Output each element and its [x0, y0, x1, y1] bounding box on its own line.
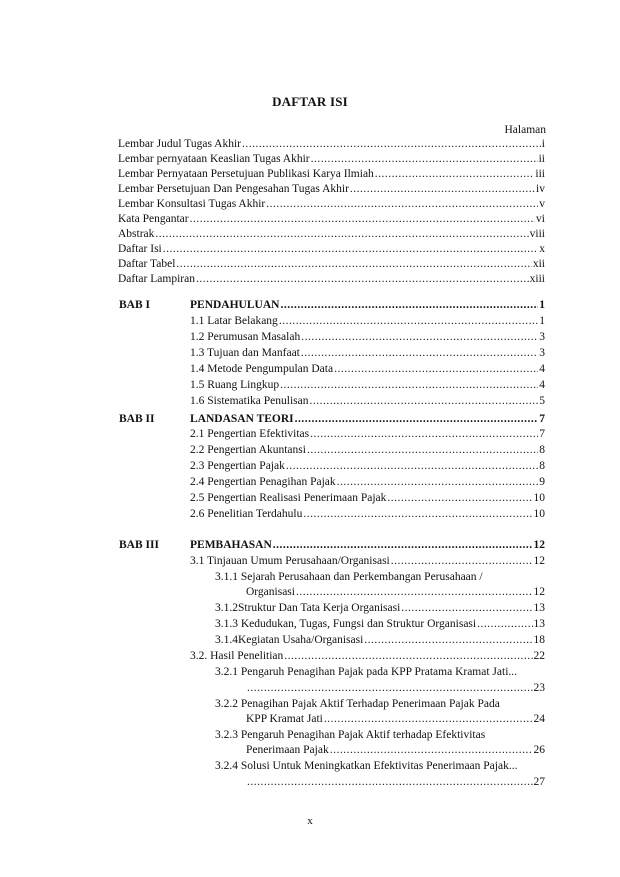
toc-page: viii: [529, 228, 545, 240]
toc-page: 8: [539, 460, 545, 472]
toc-label: 3.1.3 Kedudukan, Tugas, Fungsi dan Struktur Organisasi: [215, 618, 477, 630]
toc-entry[interactable]: [246, 712, 545, 727]
toc-page: 13: [533, 602, 545, 614]
toc-label: Daftar Isi: [118, 243, 162, 255]
toc-entry[interactable]: [190, 475, 545, 490]
toc-label[interactable]: 3.2.2 Penagihan Pajak Aktif Terhadap Penerimaan Pajak Pada: [215, 698, 500, 710]
toc-page: iii: [535, 168, 545, 180]
halaman-label: Halaman: [504, 124, 546, 136]
toc-page: 12: [533, 555, 545, 567]
toc-page: 1: [539, 299, 545, 311]
toc-label: 3.1 Tinjauan Umum Perusahaan/Organisasi: [190, 555, 390, 567]
chapter-entry[interactable]: [190, 538, 545, 553]
toc-entry[interactable]: [190, 346, 545, 361]
toc-entry[interactable]: [118, 242, 545, 257]
toc-entry[interactable]: [215, 633, 545, 648]
toc-page: 10: [533, 492, 545, 504]
toc-entry[interactable]: [246, 681, 545, 696]
toc-page: 23: [533, 682, 545, 694]
toc-page: 1: [539, 315, 545, 327]
toc-entry[interactable]: [118, 227, 545, 242]
page-title: DAFTAR ISI: [272, 94, 348, 109]
toc-entry[interactable]: [190, 427, 545, 442]
toc-page: 7: [539, 428, 545, 440]
toc-entry[interactable]: [246, 775, 545, 790]
toc-label[interactable]: 3.2.1 Pengaruh Penagihan Pajak pada KPP Pratama Kramat Jati...: [215, 666, 518, 678]
toc-entry[interactable]: [215, 617, 545, 632]
toc-page: 12: [533, 539, 545, 551]
toc-page: 4: [539, 363, 545, 375]
toc-label: Lembar Konsultasi Tugas Akhir: [118, 198, 266, 210]
toc-page: v: [539, 198, 545, 210]
toc-label: 2.3 Pengertian Pajak: [190, 460, 285, 472]
toc-label: 1.2 Perumusan Masalah: [190, 331, 301, 343]
toc-entry[interactable]: [190, 554, 545, 569]
toc-label: Daftar Lampiran: [118, 273, 195, 285]
toc-label: 2.2 Pengertian Akuntansi: [190, 444, 306, 456]
toc-label: 2.5 Pengertian Realisasi Penerimaan Pajak: [190, 492, 387, 504]
toc-label: Daftar Tabel: [118, 258, 176, 270]
toc-label: 3.2. Hasil Penelitian: [190, 650, 284, 662]
toc-page: xiii: [529, 273, 545, 285]
toc-page: 12: [533, 586, 545, 598]
toc-page: 26: [533, 744, 545, 756]
toc-page: 27: [533, 776, 545, 788]
toc-label: 1.5 Ruang Lingkup: [190, 379, 280, 391]
toc-page: 7: [539, 413, 545, 425]
toc-page: xii: [532, 258, 545, 270]
chapter-entry[interactable]: [190, 298, 545, 313]
chapter-title: LANDASAN TEORI: [190, 413, 294, 425]
toc-label: Lembar Judul Tugas Akhir: [118, 138, 241, 150]
chapter-entry[interactable]: [190, 412, 545, 427]
toc-label: 3.1.2Struktur Dan Tata Kerja Organisasi: [215, 602, 401, 614]
toc-label: Lembar Persetujuan Dan Pengesahan Tugas Akhir: [118, 183, 349, 195]
chapter-number: BAB II: [119, 413, 155, 425]
toc-entry[interactable]: [118, 152, 545, 167]
toc-page: ii: [538, 153, 545, 165]
toc-entry[interactable]: [190, 649, 545, 664]
toc-page: x: [539, 243, 545, 255]
toc-label: 1.4 Metode Pengumpulan Data: [190, 363, 334, 375]
toc-entry[interactable]: [118, 182, 545, 197]
toc-label[interactable]: 3.2.3 Pengaruh Penagihan Pajak Aktif terhadap Efektivitas: [215, 729, 486, 741]
toc-page: 10: [533, 508, 545, 520]
toc-label: Lembar pernyataan Keaslian Tugas Akhir: [118, 153, 310, 165]
toc-label: Organisasi: [246, 586, 295, 598]
toc-entry[interactable]: [190, 443, 545, 458]
toc-label: 2.6 Penelitian Terdahulu: [190, 508, 303, 520]
toc-page: 18: [533, 634, 545, 646]
chapter-title: PENDAHULUAN: [190, 299, 280, 311]
toc-page: 9: [539, 476, 545, 488]
toc-label[interactable]: 3.2.4 Solusi Untuk Meningkatkan Efektivitas Penerimaan Pajak...: [215, 760, 518, 772]
toc-entry[interactable]: [190, 362, 545, 377]
toc-label: 1.3 Tujuan dan Manfaat: [190, 347, 300, 359]
toc-label: 2.1 Pengertian Efektivitas: [190, 428, 310, 440]
toc-page: 24: [533, 713, 545, 725]
toc-entry[interactable]: [118, 272, 545, 287]
toc-entry[interactable]: [118, 197, 545, 212]
toc-label: Kata Pengantar: [118, 213, 189, 225]
toc-page: vi: [536, 213, 545, 225]
toc-entry[interactable]: [190, 507, 545, 522]
toc-entry[interactable]: [118, 167, 545, 182]
chapter-number: BAB III: [119, 539, 159, 551]
toc-label[interactable]: 3.1.1 Sejarah Perusahaan dan Perkembangan Perusahaan /: [215, 571, 483, 583]
toc-label: Abstrak: [118, 228, 155, 240]
toc-entry[interactable]: [190, 459, 545, 474]
page-number: x: [307, 815, 313, 827]
toc-page: iv: [536, 183, 545, 195]
toc-label: 1.1 Latar Belakang: [190, 315, 278, 327]
chapter-number: BAB I: [119, 299, 150, 311]
toc-entry[interactable]: [190, 491, 545, 506]
toc-label: 2.4 Pengertian Penagihan Pajak: [190, 476, 336, 488]
toc-entry[interactable]: [190, 378, 545, 393]
toc-entry[interactable]: [190, 314, 545, 329]
toc-entry[interactable]: [190, 394, 545, 409]
toc-label: Penerimaan Pajak: [246, 744, 329, 756]
toc-page: 4: [539, 379, 545, 391]
toc-entry[interactable]: [246, 585, 545, 600]
toc-label: 1.6 Sistematika Penulisan: [190, 395, 309, 407]
toc-label: 3.1.4Kegiatan Usaha/Organisasi: [215, 634, 364, 646]
toc-entry[interactable]: [190, 330, 545, 345]
toc-entry[interactable]: [246, 743, 545, 758]
toc-entry[interactable]: [215, 601, 545, 616]
chapter-title: PEMBAHASAN: [190, 539, 272, 551]
toc-label: Lembar Pernyataan Persetujuan Publikasi Karya Ilmiah: [118, 168, 374, 180]
toc-page: 3: [539, 347, 545, 359]
toc-entry[interactable]: [118, 137, 545, 152]
toc-entry[interactable]: [118, 257, 545, 272]
toc-label: KPP Kramat Jati: [246, 713, 323, 725]
toc-page: 3: [539, 331, 545, 343]
toc-page: 22: [533, 650, 545, 662]
toc-page: 13: [533, 618, 545, 630]
toc-page: 5: [539, 395, 545, 407]
toc-page: i: [541, 138, 545, 150]
toc-page: 8: [539, 444, 545, 456]
toc-entry[interactable]: [118, 212, 545, 227]
